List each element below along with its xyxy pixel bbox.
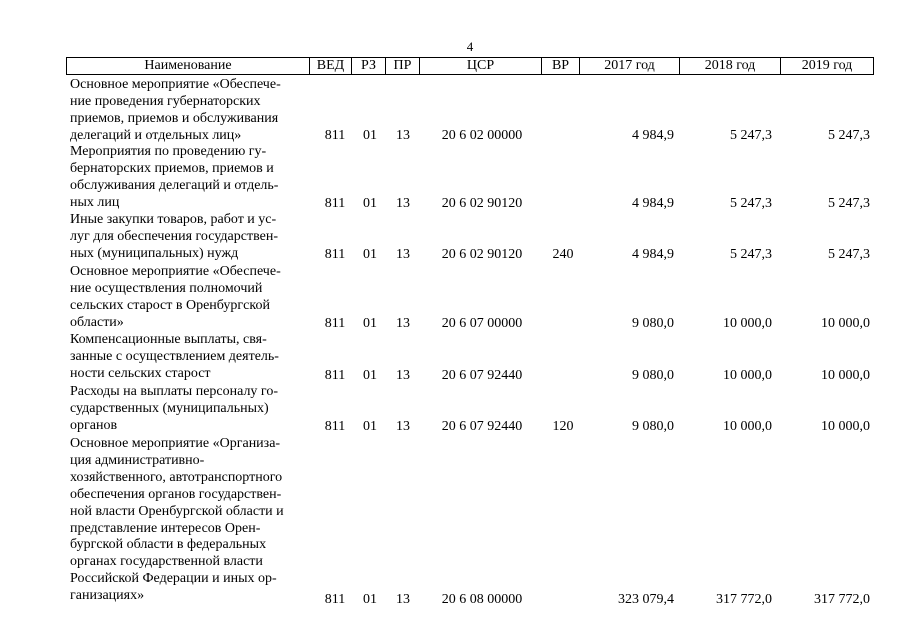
row-2019: 5 247,3 [828,128,870,143]
row-csr: 20 6 02 90120 [441,247,523,262]
row-2018: 10 000,0 [723,419,772,434]
row-2017: 9 080,0 [632,419,674,434]
row-2017: 4 984,9 [632,247,674,262]
row-ved: 811 [324,128,346,143]
table-row [0,332,905,384]
row-name: Иные закупки товаров, работ и ус- луг для обеспечения государствен- ных (муниципальных) нужд [70,212,278,261]
row-csr: 20 6 07 92440 [441,368,523,383]
row-ved: 811 [324,419,346,434]
header-vr: ВР [542,58,580,74]
row-ved: 811 [324,592,346,607]
table-row [0,436,905,608]
row-2019: 10 000,0 [821,316,870,331]
row-vr: 120 [552,419,574,434]
row-pr: 13 [396,368,410,383]
row-rz: 01 [363,368,377,383]
row-pr: 13 [396,247,410,262]
header-csr: ЦСР [420,58,542,74]
row-ved: 811 [324,196,346,211]
row-pr: 13 [396,128,410,143]
row-name: Расходы на выплаты персоналу го- сударственных (муниципальных) органов [70,384,278,433]
row-pr: 13 [396,316,410,331]
row-2019: 5 247,3 [828,196,870,211]
page-number: 4 [466,39,474,54]
header-pr: ПР [386,58,420,74]
row-rz: 01 [363,247,377,262]
row-rz: 01 [363,196,377,211]
row-pr: 13 [396,419,410,434]
table-row [0,77,905,144]
row-csr: 20 6 08 00000 [441,592,523,607]
header-name: Наименование [67,58,310,74]
row-ved: 811 [324,247,346,262]
row-name: Основное мероприятие «Обеспече- ние проведения губернаторских приемов, приемов и обслуживания делегаций и отдельных лиц» [70,77,281,143]
row-2017: 4 984,9 [632,128,674,143]
row-name: Компенсационные выплаты, свя- занные с осуществлением деятель- ности сельских старост [70,332,279,381]
row-2018: 317 772,0 [716,592,772,607]
table-row [0,144,905,212]
header-ved: ВЕД [310,58,352,74]
table-row [0,384,905,435]
row-2019: 317 772,0 [814,592,870,607]
row-csr: 20 6 07 00000 [441,316,523,331]
row-2018: 10 000,0 [723,316,772,331]
row-vr: 240 [552,247,574,262]
row-2017: 9 080,0 [632,316,674,331]
row-ved: 811 [324,316,346,331]
row-2017: 323 079,4 [618,592,674,607]
row-pr: 13 [396,196,410,211]
header-2018: 2018 год [680,58,781,74]
row-rz: 01 [363,419,377,434]
header-2017: 2017 год [580,58,680,74]
row-2019: 10 000,0 [821,368,870,383]
row-csr: 20 6 07 92440 [441,419,523,434]
row-2018: 5 247,3 [730,247,772,262]
row-2018: 5 247,3 [730,196,772,211]
row-rz: 01 [363,316,377,331]
row-2018: 10 000,0 [723,368,772,383]
row-rz: 01 [363,128,377,143]
row-pr: 13 [396,592,410,607]
row-2017: 4 984,9 [632,196,674,211]
table-row [0,212,905,263]
table-header [66,57,874,75]
row-name: Основное мероприятие «Организа- ция административно- хозяйственного, автотранспортного обеспечения органов государствен- ной власти Оренбургской области и представление интересов Орен- бургской области в федеральных органах государственной власти Российской Федерации и иных ор- ганизациях» [70,436,284,604]
row-name: Мероприятия по проведению гу- бернаторских приемов, приемов и обслуживания делегаций и отдель- ных лиц [70,144,279,210]
header-2019: 2019 год [801,58,853,73]
row-2018: 5 247,3 [730,128,772,143]
row-2019: 10 000,0 [821,419,870,434]
table-row [0,264,905,332]
row-2017: 9 080,0 [632,368,674,383]
header-rz: РЗ [352,58,386,74]
row-ved: 811 [324,368,346,383]
row-name: Основное мероприятие «Обеспече- ние осуществления полномочий сельских старост в Оренбургской области» [70,264,281,330]
row-csr: 20 6 02 90120 [441,196,523,211]
row-rz: 01 [363,592,377,607]
row-2019: 5 247,3 [828,247,870,262]
row-csr: 20 6 02 00000 [441,128,523,143]
